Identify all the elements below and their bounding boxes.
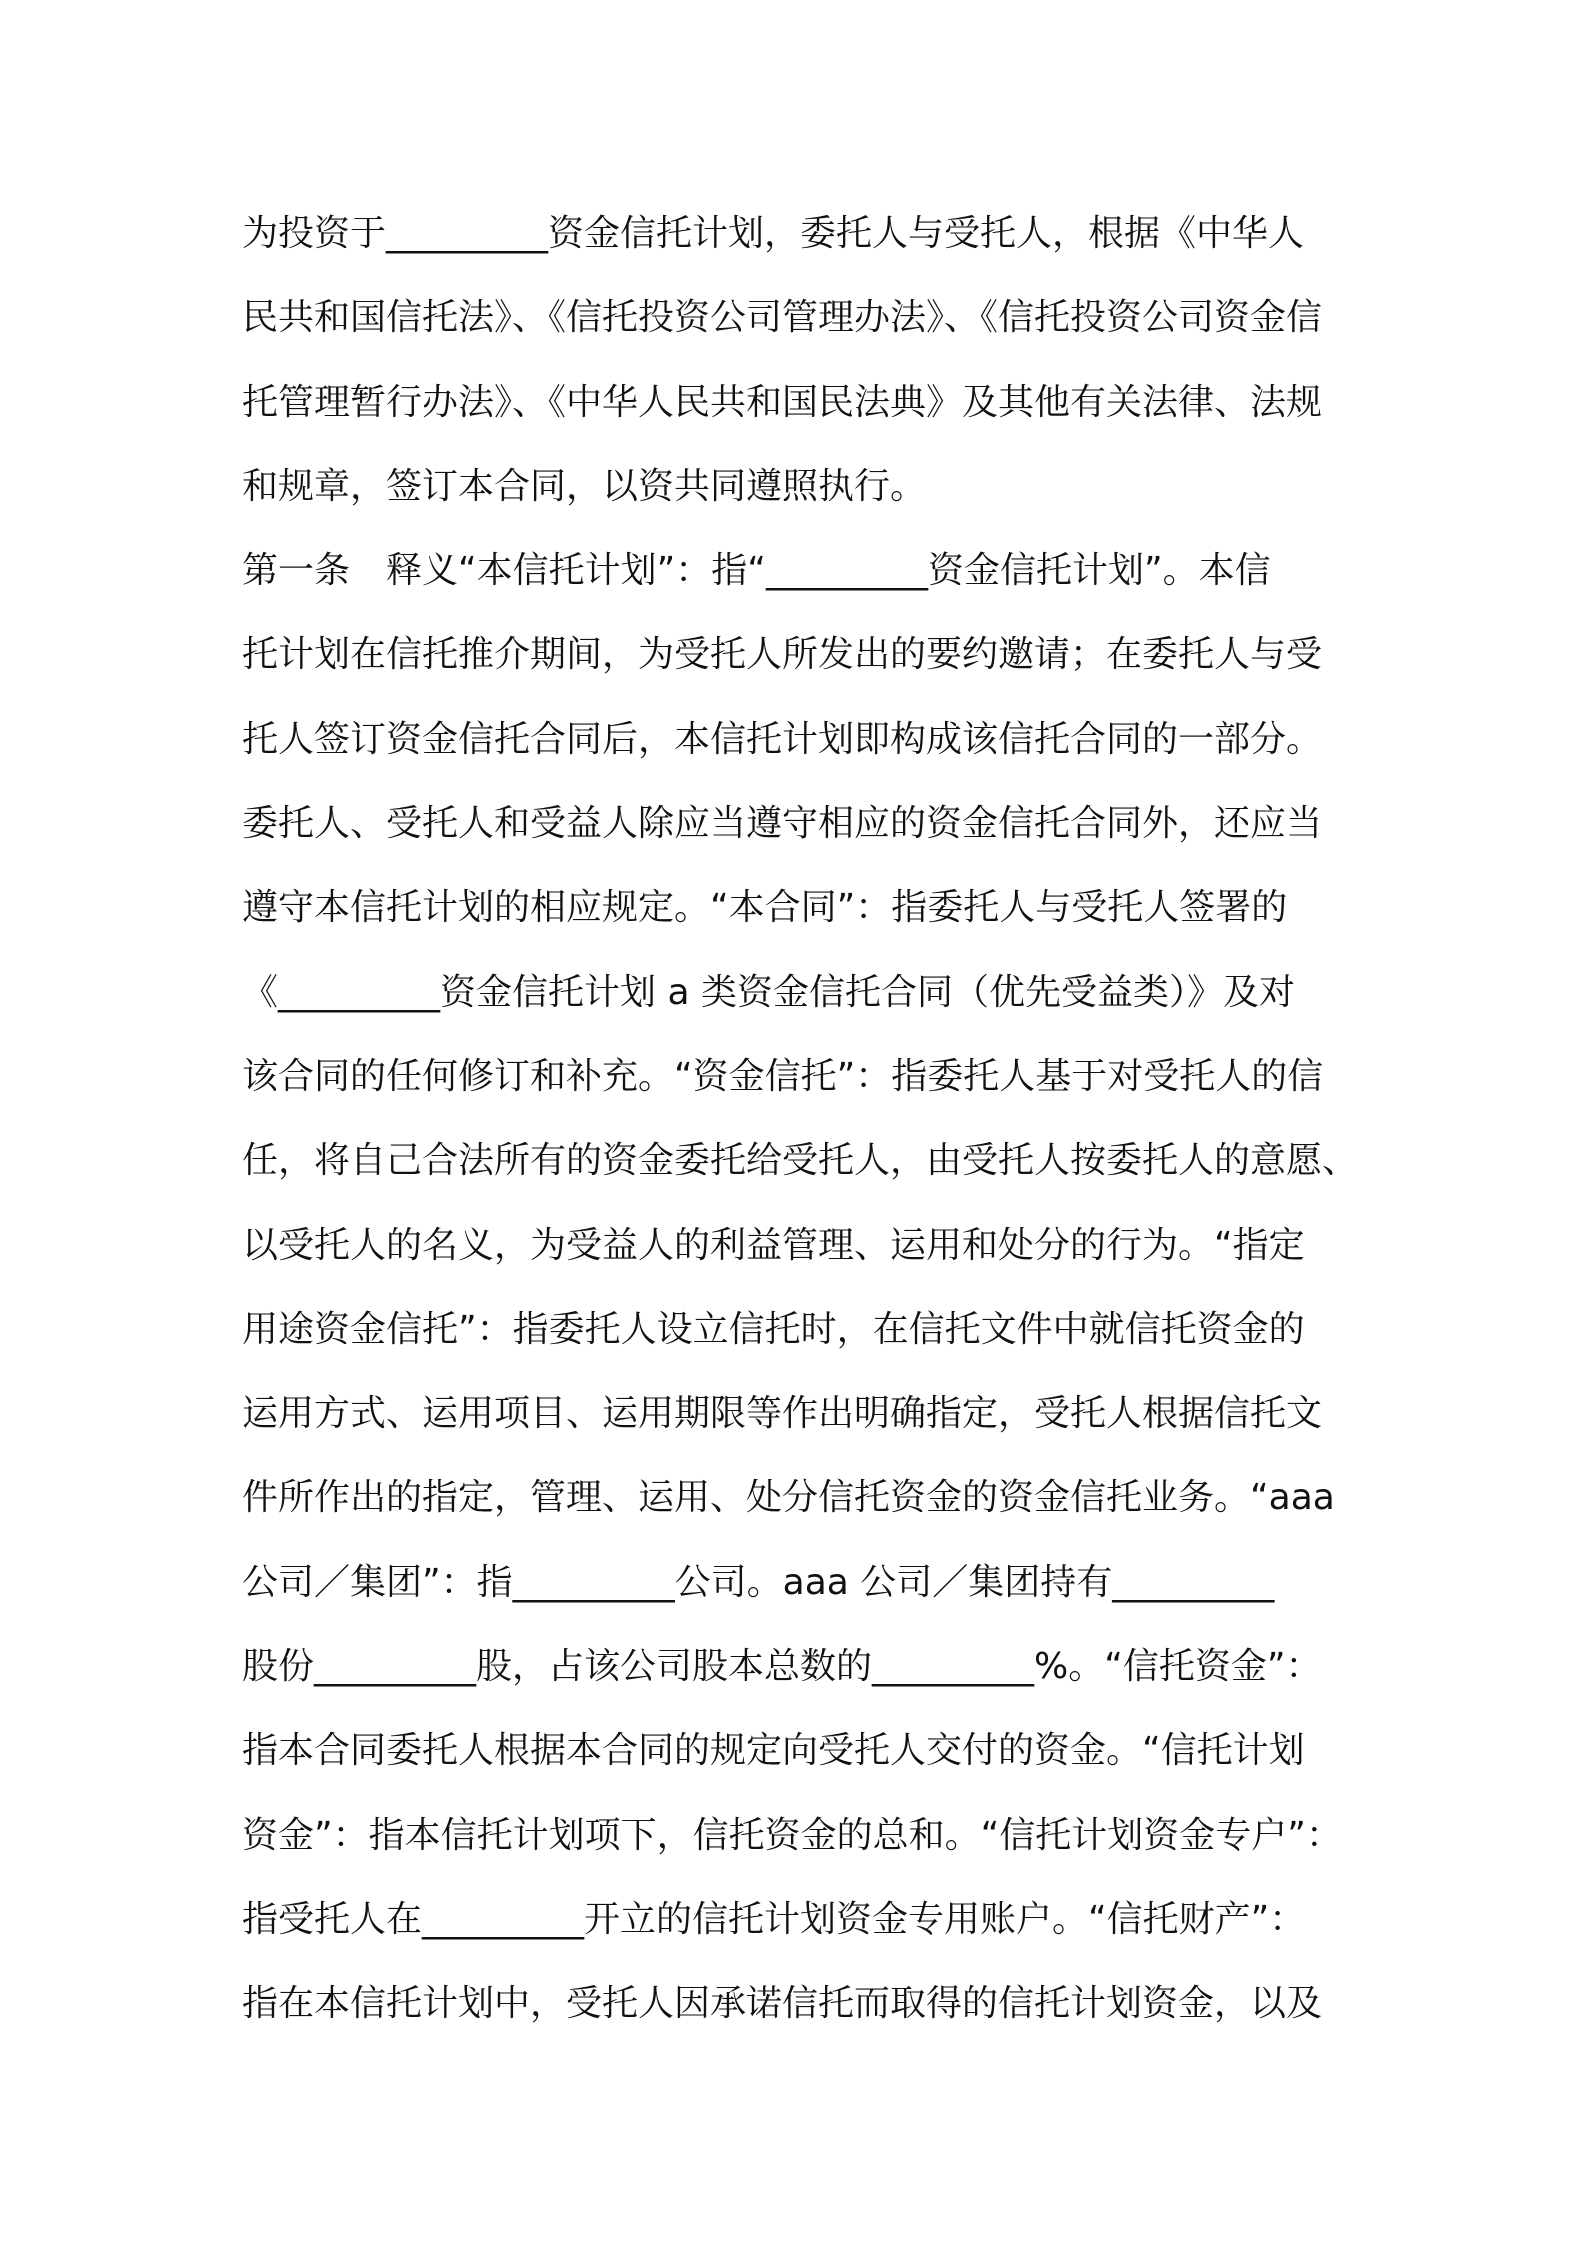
- text-line: 运用方式、运用项目、运用期限等作出明确指定，受托人根据信托文: [242, 1393, 1323, 1435]
- text-line: 公司／集团”：指_________公司。aaa 公司／集团持有_________: [242, 1561, 1275, 1603]
- text-line: 托计划在信托推介期间，为受托人所发出的要约邀请；在委托人与受: [242, 634, 1323, 676]
- text-line: 该合同的任何修订和补充。“资金信托”：指委托人基于对受托人的信: [242, 1055, 1324, 1097]
- text-line: 委托人、受托人和受益人除应当遵守相应的资金信托合同外，还应当: [242, 803, 1323, 845]
- text-line: 指本合同委托人根据本合同的规定向受托人交付的资金。“信托计划: [242, 1730, 1305, 1772]
- text-line: 遵守本信托计划的相应规定。“本合同”：指委托人与受托人签署的: [242, 887, 1288, 929]
- text-line: 件所作出的指定，管理、运用、处分信托资金的资金信托业务。“aaa: [242, 1477, 1335, 1519]
- text-line: 以受托人的名义，为受益人的利益管理、运用和处分的行为。“指定: [242, 1224, 1305, 1266]
- text-line: 《_________资金信托计划 a 类资金信托合同（优先受益类）》及对: [242, 971, 1295, 1013]
- text-line: 指在本信托计划中，受托人因承诺信托而取得的信托计划资金，以及: [242, 1983, 1323, 2025]
- text-line: 任，将自己合法所有的资金委托给受托人，由受托人按委托人的意愿、: [242, 1140, 1359, 1182]
- text-line: 指受托人在_________开立的信托计划资金专用账户。“信托财产”：: [242, 1898, 1306, 1940]
- text-line: 用途资金信托”：指委托人设立信托时，在信托文件中就信托资金的: [242, 1308, 1305, 1350]
- text-line: 托管理暂行办法》、《中华人民共和国民法典》及其他有关法律、法规: [242, 381, 1323, 423]
- article-heading-line: 第一条 释义“本信托计划”：指“_________资金信托计划”。本信: [242, 550, 1271, 592]
- text-line: 股份_________股，占该公司股本总数的_________%。“信托资金”：: [242, 1646, 1322, 1688]
- text-line: 为投资于_________资金信托计划，委托人与受托人，根据《中华人: [242, 213, 1305, 254]
- body-text: [242, 192, 1362, 2047]
- text-line: 民共和国信托法》、《信托投资公司管理办法》、《信托投资公司资金信: [242, 297, 1323, 339]
- text-line: 资金”：指本信托计划项下，信托资金的总和。“信托计划资金专户”：: [242, 1814, 1342, 1856]
- text-line: 托人签订资金信托合同后，本信托计划即构成该信托合同的一部分。: [242, 718, 1323, 760]
- text-line: 和规章，签订本合同，以资共同遵照执行。: [242, 465, 927, 507]
